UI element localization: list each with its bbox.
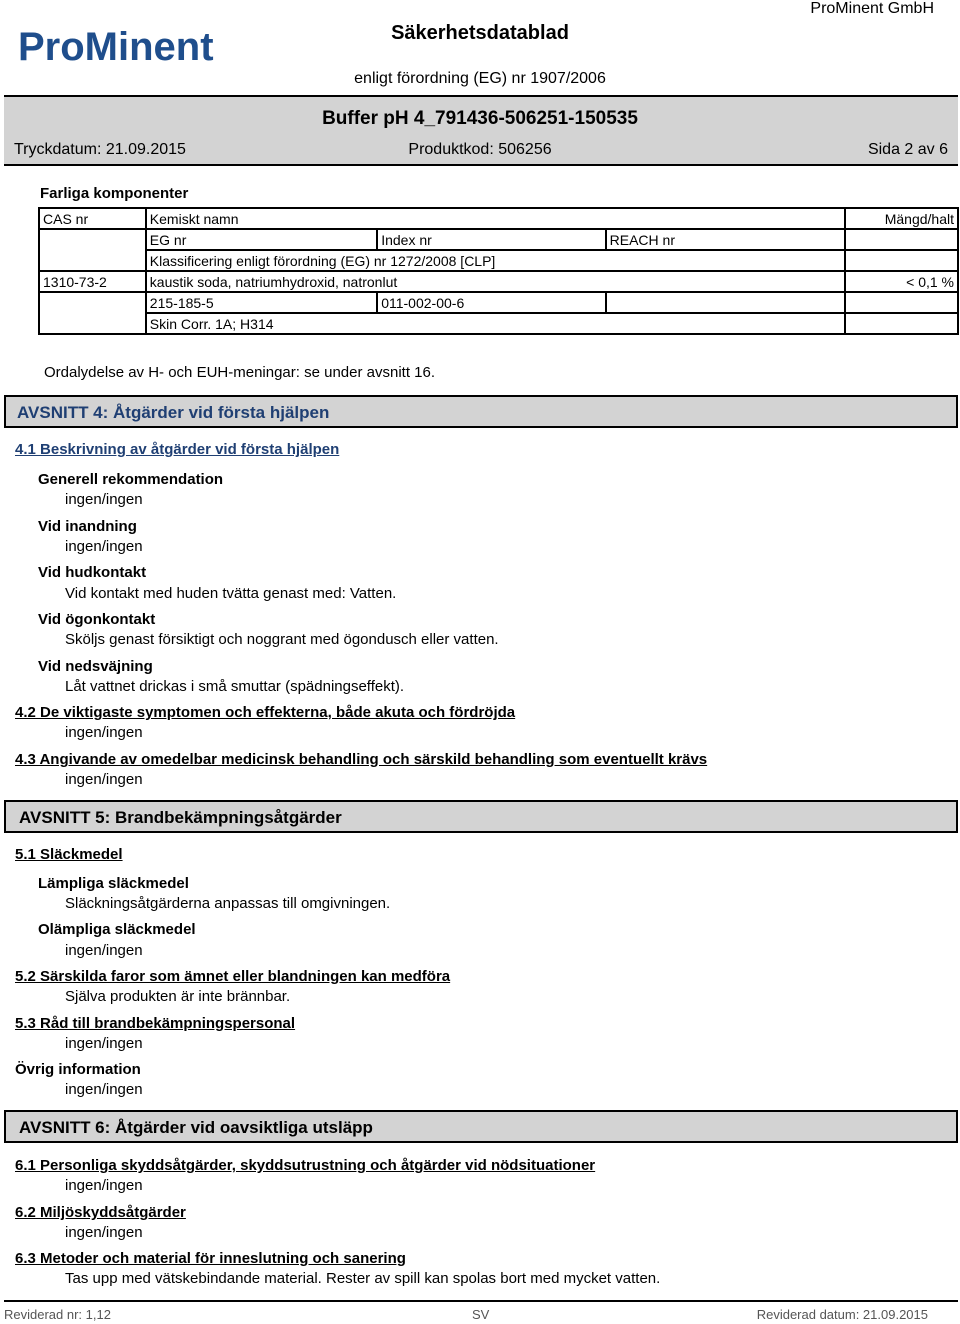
reach-number	[606, 292, 845, 313]
ingestion-text: Låt vattnet drickas i små smuttar (spädningseffekt).	[65, 678, 405, 695]
eg-number: 215-185-5	[146, 292, 377, 313]
footer-divider	[4, 1300, 958, 1302]
text-4-3: ingen/ingen	[65, 771, 143, 788]
section-4-bar	[4, 395, 958, 428]
section-6-bar	[4, 1110, 958, 1143]
heading-6-2: 6.2 Miljöskyddsåtgärder	[15, 1204, 186, 1221]
product-name: Buffer pH 4_791436-506251-150535	[322, 108, 638, 129]
heading-5-2: 5.2 Särskilda faror som ämnet eller blandningen kan medföra	[15, 968, 451, 985]
text-5-2: Själva produkten är inte brännbar.	[65, 988, 291, 1005]
header-cas: CAS nr	[39, 208, 146, 229]
print-date: Tryckdatum: 21.09.2015	[14, 141, 186, 158]
language-code: SV	[472, 1307, 490, 1322]
chemical-name: kaustik soda, natriumhydroxid, natronlut	[146, 271, 845, 292]
header-index: Index nr	[377, 229, 605, 250]
general-label: Generell rekommendation	[38, 471, 224, 488]
header-name: Kemiskt namn	[146, 208, 845, 229]
header-class: Klassificering enligt förordning (EG) nr 1272/2008 [CLP]	[146, 250, 845, 271]
heading-4-2: 4.2 De viktigaste symptomen och effekterna, både akuta och fördröjda	[15, 704, 516, 721]
eye-text: Sköljs genast försiktigt och noggrant med ögondusch eller vatten.	[65, 631, 499, 648]
inhalation-label: Vid inandning	[38, 518, 137, 535]
skin-text: Vid kontakt med huden tvätta genast med: Vatten.	[65, 585, 397, 602]
revision-number: Reviderad nr: 1,12	[4, 1307, 111, 1322]
heading-6-1: 6.1 Personliga skyddsåtgärder, skyddsutrustning och åtgärder vid nödsituationer	[15, 1157, 596, 1174]
components-table	[38, 207, 959, 335]
text-4-2: ingen/ingen	[65, 724, 143, 741]
index-number: 011-002-00-6	[377, 292, 605, 313]
inhalation-text: ingen/ingen	[65, 538, 143, 555]
general-text: ingen/ingen	[65, 491, 143, 508]
heading-6-3: 6.3 Metoder och material för inneslutning och sanering	[15, 1250, 406, 1267]
page-number: Sida 2 av 6	[867, 141, 948, 158]
text-6-1: ingen/ingen	[65, 1177, 143, 1194]
table-row	[39, 271, 958, 292]
logo-text: ProMinent	[18, 25, 214, 69]
header-reach: REACH nr	[606, 229, 845, 250]
header-eg: EG nr	[146, 229, 377, 250]
header-amount: Mängd/halt	[845, 208, 958, 229]
heading-5-3: 5.3 Råd till brandbekämpningspersonal	[15, 1015, 296, 1032]
ingestion-label: Vid nedsväjning	[38, 658, 153, 675]
amount: < 0,1 %	[845, 271, 958, 292]
heading-5-1: 5.1 Släckmedel	[15, 846, 123, 863]
unsuitable-label: Olämpliga släckmedel	[38, 921, 196, 938]
revision-date: Reviderad datum: 21.09.2015	[756, 1307, 928, 1322]
text-5-3: ingen/ingen	[65, 1035, 143, 1052]
components-title: Farliga komponenter	[40, 185, 189, 202]
other-info-label: Övrig information	[15, 1061, 141, 1078]
heading-4-1: 4.1 Beskrivning av åtgärder vid första hjälpen	[15, 441, 340, 458]
skin-label: Vid hudkontakt	[38, 564, 147, 581]
section-5-bar	[4, 800, 958, 833]
suitable-text: Släckningsåtgärderna anpassas till omgivningen.	[65, 895, 391, 912]
regulation: enligt förordning (EG) nr 1907/2006	[354, 70, 606, 87]
components-note: Ordalydelse av H- och EUH-meningar: se under avsnitt 16.	[44, 364, 436, 381]
classification: Skin Corr. 1A; H314	[146, 313, 845, 334]
section-4-title: AVSNITT 4: Åtgärder vid första hjälpen	[17, 403, 330, 422]
unsuitable-text: ingen/ingen	[65, 942, 143, 959]
suitable-label: Lämpliga släckmedel	[38, 875, 189, 892]
text-6-3: Tas upp med vätskebindande material. Rester av spill kan spolas bort med mycket vatten.	[65, 1270, 661, 1287]
other-info-text: ingen/ingen	[65, 1081, 143, 1098]
section-5-title: AVSNITT 5: Brandbekämpningsåtgärder	[19, 808, 342, 827]
document-title: Säkerhetsdatablad	[391, 22, 569, 44]
heading-4-3: 4.3 Angivande av omedelbar medicinsk behandling och särskild behandling som eventuellt krävs	[15, 751, 708, 768]
product-code: Produktkod: 506256	[408, 141, 552, 158]
cas-number: 1310-73-2	[39, 271, 146, 292]
text-6-2: ingen/ingen	[65, 1224, 143, 1241]
section-6-title: AVSNITT 6: Åtgärder vid oavsiktliga utsläpp	[19, 1118, 373, 1137]
company-name: ProMinent GmbH	[810, 0, 934, 17]
eye-label: Vid ögonkontakt	[38, 611, 156, 628]
